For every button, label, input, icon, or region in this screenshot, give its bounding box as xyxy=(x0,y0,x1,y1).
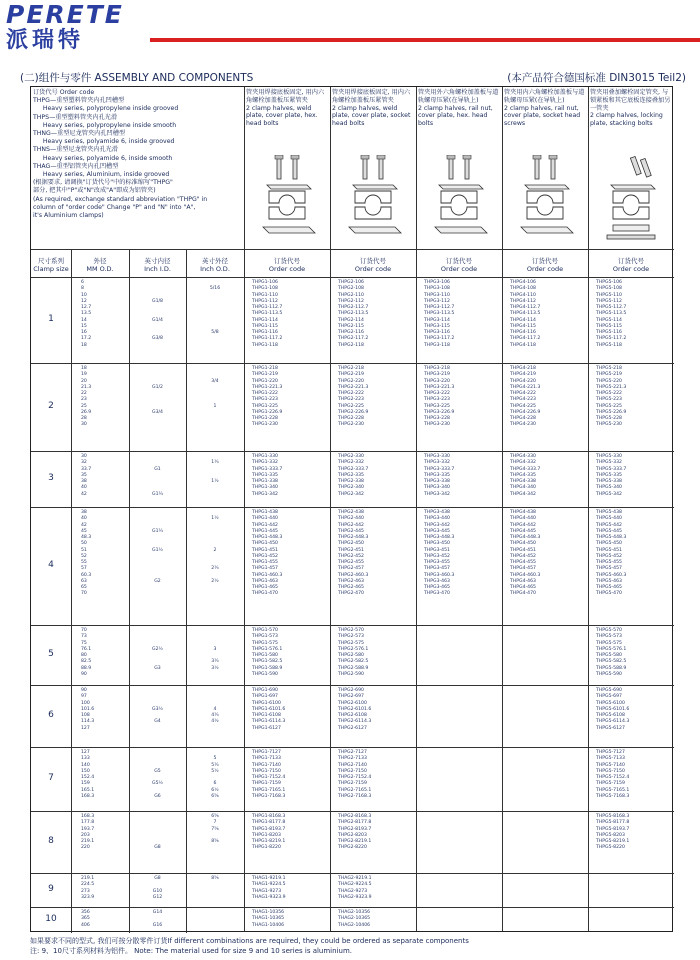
order-code-list: THPG5-690 THPG5-697 THPG5-6100 THPG5-6101.6 THPG5-6108 THPG5-6114.3 THPG5-6127 xyxy=(596,688,630,731)
row-divider xyxy=(31,277,674,278)
clamp-assembly-drawing-3 xyxy=(421,155,497,245)
column-divider xyxy=(244,87,245,931)
inch-id-list: G1/8 G1/4 G3/8 xyxy=(152,298,163,342)
order-code-list: THPG1-690 THPG1-697 THPG1-6100 THPG1-6101.6 THPG1-6108 THPG1-6114.3 THPG1-6127 xyxy=(252,688,286,731)
order-code-list: THPG3-106 THPG3-108 THPG3-110 THPG3-112 THPG3-112.7 THPG3-113.5 THPG3-114 THPG3-115 THPG3-116 THPG3-117.2 THPG3-118 xyxy=(424,280,455,348)
inch-id-list: G3½ G4 xyxy=(152,706,163,725)
order-code-list: THPG5-438 THPG5-440 THPG5-442 THPG5-445 THPG5-448.3 THPG5-450 THPG5-451 THPG5-452 THPG5-455 THPG5-457 THPG5-460.3 THPG5-463 THPG5-465 THPG5-470 xyxy=(596,510,627,597)
column-header-cn: 英寸外径 xyxy=(202,257,228,265)
clamp-size-number: 10 xyxy=(45,914,57,924)
clamp-size-number: 7 xyxy=(48,773,54,783)
inch-id-list: G5 G5½ G6 xyxy=(152,768,163,799)
order-note-line: THNS—重型尼龙管夹内孔光滑 xyxy=(33,146,119,154)
order-code-list: THPG1-7127 THPG1-7133 THPG1-7140 THPG1-7150 THPG1-7152.4 THPG1-7159 THPG1-7165.1 THPG1-7168.3 xyxy=(252,750,286,799)
clamp-type-desc-cn: 管夹用焊接底板固定, 用内六角螺栓加盖板压紧管夹 xyxy=(246,89,325,104)
order-note-line: THAG—重型铝管夹内孔凹槽型 xyxy=(33,162,119,170)
order-note-line: 部分, 把其中"P"或"N"改成"A"即成为铝管夹) xyxy=(33,187,156,195)
outer-diameter-list: 356 365 406 xyxy=(81,910,90,928)
order-code-list: THPG3-218 THPG3-219 THPG3-220 THPG3-221.3 THPG3-222 THPG3-223 THPG3-225 THPG3-226.9 THPG3-228 THPG3-230 xyxy=(424,366,455,428)
order-code-list: THPG1-8168.3 THPG1-8177.8 THPG1-8193.7 THPG1-8203 THPG1-8219.1 THPG1-8220 xyxy=(252,814,286,851)
order-code-list: THPG1-570 THPG1-573 THPG1-575 THPG1-576.1 THPG1-580 THPG1-582.5 THPG1-588.9 THPG1-590 xyxy=(252,628,283,677)
clamp-type-desc-en: 2 clamp halves, weld plate, cover plate, socket head bolts xyxy=(332,104,411,128)
inch-id-list: G2½ G3 xyxy=(152,646,163,671)
outer-diameter-list: 219.1 224.5 273 323.9 xyxy=(81,876,95,900)
order-note-line: Heavy series, polyamide 6, inside smooth xyxy=(33,154,173,162)
column-divider xyxy=(71,249,72,933)
clamp-type-5-description xyxy=(588,89,674,128)
row-divider xyxy=(31,907,674,908)
outer-diameter-list: 168.3 177.8 193.7 203 219.1 220 xyxy=(81,814,95,851)
order-code-list: THAG2-9219.1 THAG2-9224.5 THAG2-9273 THAG2-9323.9 xyxy=(338,876,372,900)
order-code-list: THPG2-218 THPG2-219 THPG2-220 THPG2-221.3 THPG2-222 THPG2-223 THPG2-225 THPG2-226.9 THPG2-228 THPG2-230 xyxy=(338,366,369,428)
outer-diameter-list: 38 40 42 45 48.3 50 51 52 55 57 60.3 63 65 70 xyxy=(81,510,92,597)
order-note-line: Heavy series, polypropylene inside smooth xyxy=(33,121,177,129)
order-code-list: THPG2-7127 THPG2-7133 THPG2-7140 THPG2-7150 THPG2-7152.4 THPG2-7159 THPG2-7165.1 THPG2-7168.3 xyxy=(338,750,372,799)
column-header-cn: 尺寸系列 xyxy=(38,257,64,265)
order-code-header xyxy=(588,257,674,273)
clamp-size-number: 8 xyxy=(48,836,54,846)
order-code-list: THPG5-7127 THPG5-7133 THPG5-7140 THPG5-7150 THPG5-7152.4 THPG5-7159 THPG5-7165.1 THPG5-7168.3 xyxy=(596,750,630,799)
order-code-list: THPG3-330 THPG3-332 THPG3-333.7 THPG3-335 THPG3-338 THPG3-340 THPG3-342 xyxy=(424,454,455,497)
inch-od-list: 4 4¼ 4½ xyxy=(211,706,219,725)
inch-id-list: G14 G16 xyxy=(152,910,163,928)
clamp-type-desc-cn: 管夹用外六角螺栓加盖板与道轨螺母压紧(在导轨上) xyxy=(418,89,499,104)
column-header-size xyxy=(31,257,71,273)
order-code-list: THPG4-438 THPG4-440 THPG4-442 THPG4-445 THPG4-448.3 THPG4-450 THPG4-451 THPG4-452 THPG4-455 THPG4-457 THPG4-460.3 THPG4-463 THPG4-465 THPG4-470 xyxy=(510,510,541,597)
clamp-size-number: 5 xyxy=(48,649,54,659)
order-code-list: THAG2-10356 THAG2-10365 THAG2-10406 xyxy=(338,910,371,928)
order-note-line: column of "order code" Change "P" and "N" into "A", xyxy=(33,203,196,211)
outer-diameter-list: 70 73 75 76.1 80 82.5 88.9 90 xyxy=(81,628,92,677)
order-code-list: THPG2-570 THPG2-573 THPG2-575 THPG2-576.1 THPG2-580 THPG2-582.5 THPG2-588.9 THPG2-590 xyxy=(338,628,369,677)
inch-od-list: 3 3¼ 3½ xyxy=(211,646,219,671)
inch-od-list: 6⅝ 7 7⅝ 8⅝ xyxy=(211,814,219,844)
order-code-header-cn: 订货代号 xyxy=(618,257,644,265)
order-code-header-en: Order code xyxy=(612,265,650,273)
footer-line-2: 注: 9、10尺寸系列材料为铝件。 Note: The material used for size 9 and 10 series is aluminium. xyxy=(30,947,352,955)
brand-name-en: PERETE xyxy=(6,0,124,29)
inch-od-list: 5 5¼ 5½ 6 6½ 6⅝ xyxy=(211,756,219,799)
order-code-header-cn: 订货代号 xyxy=(274,257,300,265)
order-note-line: THPG—重型塑料管夹内孔凹槽型 xyxy=(33,97,125,105)
order-code-list: THAG1-10356 THAG1-10365 THAG1-10406 xyxy=(252,910,285,928)
clamp-size-number: 3 xyxy=(48,473,54,483)
clamp-size-number: 4 xyxy=(48,560,54,570)
order-code-header xyxy=(330,257,416,273)
clamp-assembly-drawing-5 xyxy=(593,155,669,245)
inch-id-list: G8 G10 G12 xyxy=(152,876,163,900)
section-title: (二)组件与零件 ASSEMBLY AND COMPONENTS xyxy=(20,72,254,84)
order-code-header-cn: 订货代号 xyxy=(446,257,472,265)
inch-id-list: G1/2 G3/4 xyxy=(152,384,163,415)
clamp-size-number: 6 xyxy=(48,710,54,720)
clamp-type-2-description xyxy=(330,89,416,128)
components-table xyxy=(30,86,673,932)
column-divider xyxy=(330,87,331,931)
row-divider xyxy=(31,451,674,452)
inch-od-list: 5/16 5/8 xyxy=(209,286,221,335)
order-note-line: it's Aluminium clamps) xyxy=(33,212,104,220)
row-divider xyxy=(31,625,674,626)
header-red-bar xyxy=(150,38,700,42)
inch-od-list: 1¼ 1½ xyxy=(211,460,219,484)
clamp-type-desc-cn: 管夹用叠加螺栓固定管夹, 与锁紧板和其它底板连接叠加另一管夹 xyxy=(590,89,671,112)
outer-diameter-list: 6 8 10 12 12.7 13.5 14 15 16 17.2 18 xyxy=(81,280,92,348)
column-header-en: Inch O.D. xyxy=(200,265,230,273)
clamp-size-number: 2 xyxy=(48,401,54,411)
order-code-header-en: Order code xyxy=(354,265,392,273)
order-code-list: THPG2-690 THPG2-697 THPG2-6100 THPG2-6101.6 THPG2-6108 THPG2-6114.3 THPG2-6127 xyxy=(338,688,372,731)
order-code-list: THPG4-218 THPG4-219 THPG4-220 THPG4-221.3 THPG4-222 THPG4-223 THPG4-225 THPG4-226.9 THPG4-228 THPG4-230 xyxy=(510,366,541,428)
inch-od-list: 3/4 1 xyxy=(211,378,219,409)
clamp-type-3-description xyxy=(416,89,502,128)
order-note-line: THNG—重型尼龙管夹内孔凹槽型 xyxy=(33,130,126,138)
row-divider xyxy=(31,507,674,508)
order-code-note xyxy=(33,89,245,220)
clamp-assembly-drawing-4 xyxy=(507,155,583,245)
order-code-list: THPG1-330 THPG1-332 THPG1-333.7 THPG1-335 THPG1-338 THPG1-340 THPG1-342 xyxy=(252,454,283,497)
column-header-en: Inch I.D. xyxy=(144,265,171,273)
order-code-list: THPG4-330 THPG4-332 THPG4-333.7 THPG4-335 THPG4-338 THPG4-340 THPG4-342 xyxy=(510,454,541,497)
order-code-header-en: Order code xyxy=(268,265,306,273)
inch-id-list: G8 xyxy=(154,845,161,851)
inch-od-list: 1½ 2 2¼ 2½ xyxy=(211,516,219,584)
clamp-size-number: 9 xyxy=(48,884,54,894)
column-divider xyxy=(502,87,503,931)
clamp-type-desc-en: 2 clamp halves, rail nut, cover plate, hex. head bolts xyxy=(418,104,493,128)
order-code-list: THPG2-106 THPG2-108 THPG2-110 THPG2-112 THPG2-112.7 THPG2-113.5 THPG2-114 THPG2-115 THPG2-116 THPG2-117.2 THPG2-118 xyxy=(338,280,369,348)
order-note-line: Heavy series, Aluminium, inside grooved xyxy=(33,171,170,179)
order-code-list: THPG5-218 THPG5-219 THPG5-220 THPG5-221.3 THPG5-222 THPG5-223 THPG5-225 THPG5-226.9 THPG5-228 THPG5-230 xyxy=(596,366,627,428)
order-code-list: THPG4-106 THPG4-108 THPG4-110 THPG4-112 THPG4-112.7 THPG4-113.5 THPG4-114 THPG4-115 THPG4-116 THPG4-117.2 THPG4-118 xyxy=(510,280,541,348)
column-header-od xyxy=(71,257,129,273)
outer-diameter-list: 18 19 20 21.3 22 23 25 26.9 28 30 xyxy=(81,366,92,428)
outer-diameter-list: 127 133 140 150 152.4 159 165.1 168.3 xyxy=(81,750,95,799)
row-divider xyxy=(31,747,674,748)
row-divider xyxy=(31,811,674,812)
order-code-header xyxy=(244,257,330,273)
column-divider xyxy=(416,87,417,931)
order-code-header-en: Order code xyxy=(526,265,564,273)
order-code-list: THPG5-570 THPG5-573 THPG5-575 THPG5-576.1 THPG5-580 THPG5-582.5 THPG5-588.9 THPG5-590 xyxy=(596,628,627,677)
order-code-list: THPG1-438 THPG1-440 THPG1-442 THPG1-445 THPG1-448.3 THPG1-450 THPG1-451 THPG1-452 THPG1-455 THPG1-457 THPG1-460.3 THPG1-463 THPG1-465 THPG1-470 xyxy=(252,510,283,597)
order-code-list: THPG2-438 THPG2-440 THPG2-442 THPG2-445 THPG2-448.3 THPG2-450 THPG2-451 THPG2-452 THPG2-455 THPG2-457 THPG2-460.3 THPG2-463 THPG2-465 THPG2-470 xyxy=(338,510,369,597)
order-code-header xyxy=(502,257,588,273)
row-divider xyxy=(31,249,674,250)
order-code-header xyxy=(416,257,502,273)
order-code-list: THPG5-8168.3 THPG5-8177.8 THPG5-8193.7 THPG5-8203 THPG5-8219.1 THPG5-8220 xyxy=(596,814,630,851)
order-note-line: Heavy series, polyamide 6, inside grooved xyxy=(33,138,175,146)
order-code-list: THPG5-330 THPG5-332 THPG5-333.7 THPG5-335 THPG5-338 THPG5-340 THPG5-342 xyxy=(596,454,627,497)
column-header-inch-id xyxy=(129,257,186,273)
row-divider xyxy=(31,363,674,364)
order-note-line: (As required, exchange standard abbreviation "THPG" in xyxy=(33,195,208,203)
order-code-list: THPG1-106 THPG1-108 THPG1-110 THPG1-112 THPG1-112.7 THPG1-113.5 THPG1-114 THPG1-115 THPG1-116 THPG1-117.2 THPG1-118 xyxy=(252,280,283,348)
order-code-list: THPG5-106 THPG5-108 THPG5-110 THPG5-112 THPG5-112.7 THPG5-113.5 THPG5-114 THPG5-115 THPG5-116 THPG5-117.2 THPG5-118 xyxy=(596,280,627,348)
outer-diameter-list: 90 97 100 101.6 108 114.3 127 xyxy=(81,688,95,731)
clamp-type-desc-cn: 管夹用内六角螺栓加盖板与道轨螺母压紧(在导轨上) xyxy=(504,89,585,104)
clamp-type-4-description xyxy=(502,89,588,128)
clamp-type-desc-en: 2 clamp halves, rail nut, cover plate, socket head screws xyxy=(504,104,581,128)
order-code-header-cn: 订货代号 xyxy=(360,257,386,265)
inch-id-list: G1¼ G1½ G2 xyxy=(152,528,163,584)
brand-logo xyxy=(6,2,146,54)
order-code-list: THPG1-218 THPG1-219 THPG1-220 THPG1-221.3 THPG1-222 THPG1-223 THPG1-225 THPG1-226.9 THPG1-228 THPG1-230 xyxy=(252,366,283,428)
clamp-type-1-description xyxy=(244,89,330,128)
order-code-list: THAG1-9219.1 THAG1-9224.5 THAG1-9273 THAG1-9323.9 xyxy=(252,876,286,900)
standard-note: (本产品符合德国标准 DIN3015 Teil2) xyxy=(507,72,686,84)
inch-od-list: 8⅝ xyxy=(211,876,219,881)
clamp-assembly-drawing-1 xyxy=(249,155,325,245)
clamp-type-desc-cn: 管夹用焊接底板固定, 用内六角螺栓加盖板压紧管夹 xyxy=(332,89,411,104)
clamp-assembly-drawing-2 xyxy=(335,155,411,245)
column-divider xyxy=(588,87,589,931)
row-divider xyxy=(31,873,674,874)
column-header-cn: 英寸内径 xyxy=(144,257,171,265)
clamp-size-number: 1 xyxy=(48,314,54,324)
clamp-type-desc-en: 2 clamp halves, locking plate, stacking bolts xyxy=(590,112,663,128)
order-code-list: THPG2-330 THPG2-332 THPG2-333.7 THPG2-335 THPG2-338 THPG2-340 THPG2-342 xyxy=(338,454,369,497)
inch-id-list: G1 G1¼ xyxy=(152,466,163,497)
clamp-type-desc-en: 2 clamp halves, weld plate, cover plate, hex. head bolts xyxy=(246,104,318,128)
order-note-line: Heavy series, polypropylene inside grooved xyxy=(33,105,179,113)
footer-line-1: 如果要求不同的型式, 我们可按分散零件订货If different combinations are required, they could be ordered as separate components xyxy=(30,937,469,945)
column-header-inch-od xyxy=(186,257,244,273)
row-divider xyxy=(31,685,674,686)
order-code-list: THPG3-438 THPG3-440 THPG3-442 THPG3-445 THPG3-448.3 THPG3-450 THPG3-451 THPG3-452 THPG3-455 THPG3-457 THPG3-460.3 THPG3-463 THPG3-465 THPG3-470 xyxy=(424,510,455,597)
footer-notes xyxy=(30,936,690,956)
column-header-cn: 外径 xyxy=(93,257,107,265)
column-header-en: Clamp size xyxy=(33,265,69,273)
brand-name-cn: 派瑞特 xyxy=(6,28,85,53)
order-note-line: THPS—重型塑料管夹内孔光滑 xyxy=(33,113,118,121)
order-code-header-en: Order code xyxy=(440,265,478,273)
order-code-list: THPG2-8168.3 THPG2-8177.8 THPG2-8193.7 THPG2-8203 THPG2-8219.1 THPG2-8220 xyxy=(338,814,372,851)
column-header-en: MM O.D. xyxy=(86,265,114,273)
order-code-header-cn: 订货代号 xyxy=(532,257,558,265)
outer-diameter-list: 30 32 33.7 35 38 40 42 xyxy=(81,454,92,497)
order-note-line: 订货代号 Order code xyxy=(33,89,95,96)
order-note-line: (根据要求, 请调换"订货代号"中的标准缩写"THPG" xyxy=(33,179,173,187)
